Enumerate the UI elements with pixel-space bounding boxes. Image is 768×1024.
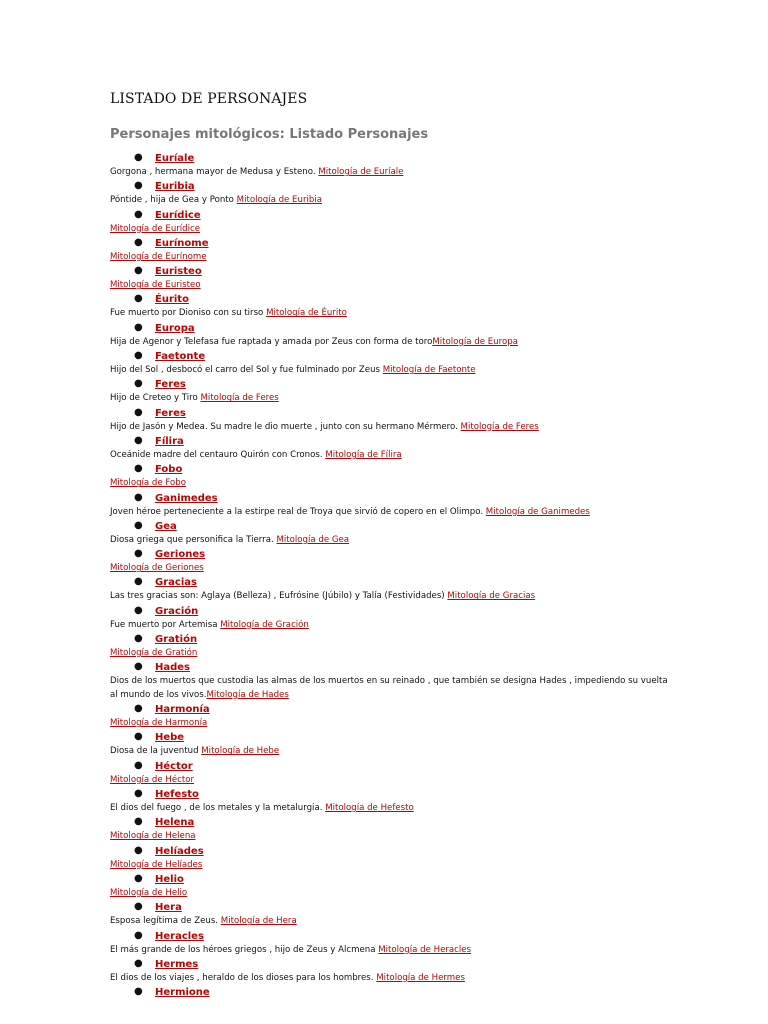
list-item bbox=[110, 322, 670, 350]
list-item-header bbox=[110, 407, 670, 421]
character-name-link[interactable]: Helíades bbox=[155, 845, 204, 857]
character-description bbox=[110, 887, 670, 901]
character-description bbox=[110, 774, 670, 788]
description-text: El dios del fuego , de los metales y la metalurgia. bbox=[110, 803, 326, 814]
list-item bbox=[110, 520, 670, 548]
bullet-icon: ● bbox=[134, 872, 143, 884]
description-text: Póntide , hija de Gea y Ponto bbox=[110, 195, 237, 206]
page-title: LISTADO DE PERSONAJES bbox=[110, 91, 308, 107]
bullet-icon: ● bbox=[134, 293, 143, 305]
character-name-link[interactable]: Heracles bbox=[155, 930, 204, 942]
list-item-header bbox=[110, 845, 670, 859]
character-name-link[interactable]: Geriones bbox=[155, 549, 206, 561]
bullet-icon: ● bbox=[134, 152, 143, 163]
character-description bbox=[110, 859, 670, 873]
character-name-link[interactable]: Harmonía bbox=[155, 704, 210, 716]
character-description bbox=[110, 619, 670, 633]
list-item bbox=[110, 633, 670, 661]
list-item bbox=[110, 265, 670, 293]
character-description bbox=[110, 534, 670, 548]
bullet-icon: ● bbox=[134, 321, 143, 333]
mythology-link[interactable]: Mitología de Hefesto bbox=[325, 803, 414, 814]
mythology-link[interactable]: Mitología de Eurídice bbox=[110, 223, 201, 234]
list-item bbox=[110, 378, 670, 406]
bullet-icon: ● bbox=[134, 844, 143, 856]
bullet-icon: ● bbox=[134, 901, 143, 913]
character-name-link[interactable]: Helio bbox=[155, 873, 184, 885]
list-item bbox=[110, 760, 670, 788]
mythology-link[interactable]: Mitología de Gratión bbox=[110, 648, 198, 659]
character-name-link[interactable]: Héctor bbox=[155, 760, 193, 772]
bullet-icon: ● bbox=[134, 548, 143, 560]
character-description bbox=[110, 675, 670, 703]
description-text: Hija de Agenor y Telefasa fue raptada y amada por Zeus con forma de toro bbox=[110, 336, 433, 347]
mythology-link[interactable]: Mitología de Fobo bbox=[110, 478, 186, 489]
list-item-header bbox=[110, 378, 670, 392]
bullet-icon: ● bbox=[134, 406, 143, 418]
character-description bbox=[110, 590, 670, 604]
list-item-header bbox=[110, 548, 670, 562]
character-name-link[interactable]: Hermione bbox=[155, 987, 210, 999]
mythology-link[interactable]: Mitología de Gea bbox=[276, 534, 350, 545]
mythology-link[interactable]: Mitología de Helio bbox=[110, 887, 188, 898]
character-description bbox=[110, 392, 670, 406]
character-name-link[interactable]: Helena bbox=[155, 817, 195, 829]
list-item-header bbox=[110, 180, 670, 194]
mythology-link[interactable]: Mitología de Euribia bbox=[236, 195, 322, 206]
mythology-link[interactable]: Mitología de Helíades bbox=[110, 859, 203, 870]
description-text: Las tres gracias son: Aglaya (Belleza) , Eufrósine (Júbilo) y Talía (Festividades) bbox=[110, 591, 448, 602]
list-item bbox=[110, 901, 670, 929]
mythology-link[interactable]: Mitología de Helena bbox=[110, 831, 196, 842]
bullet-icon: ● bbox=[134, 759, 143, 771]
list-item-header bbox=[110, 152, 670, 166]
mythology-link[interactable]: Mitología de Eurínome bbox=[110, 251, 207, 262]
mythology-link[interactable]: Mitología de Hades bbox=[206, 689, 289, 700]
bullet-icon: ● bbox=[134, 633, 143, 645]
character-description bbox=[110, 717, 670, 731]
character-name-link[interactable]: Faetonte bbox=[155, 351, 206, 363]
mythology-link[interactable]: Mitología de Faetonte bbox=[382, 365, 476, 376]
description-text: Hijo del Sol , desbocó el carro del Sol y fue fulminado por Zeus bbox=[110, 365, 383, 376]
list-item-header bbox=[110, 930, 670, 944]
list-item-header bbox=[110, 576, 670, 590]
list-item-header bbox=[110, 731, 670, 745]
bullet-icon: ● bbox=[134, 604, 143, 616]
list-item-header bbox=[110, 463, 670, 477]
character-name-link[interactable]: Ganimedes bbox=[155, 492, 218, 504]
character-description bbox=[110, 364, 670, 378]
character-description bbox=[110, 915, 670, 929]
character-name-link[interactable]: Hefesto bbox=[155, 789, 199, 801]
list-item bbox=[110, 788, 670, 816]
list-item bbox=[110, 958, 670, 986]
mythology-link[interactable]: Mitología de Hebe bbox=[201, 746, 280, 757]
character-name-link[interactable]: Eurínome bbox=[155, 237, 209, 249]
character-name-link[interactable]: Hades bbox=[155, 662, 191, 674]
character-description bbox=[110, 449, 670, 463]
character-description bbox=[110, 562, 670, 576]
list-item bbox=[110, 463, 670, 491]
character-name-link[interactable]: Hermes bbox=[155, 958, 199, 970]
list-item-header bbox=[110, 760, 670, 774]
list-item bbox=[110, 576, 670, 604]
list-item bbox=[110, 350, 670, 378]
mythology-link[interactable]: Mitología de Europa bbox=[432, 336, 518, 347]
list-item-header bbox=[110, 350, 670, 364]
mythology-link[interactable]: Mitología de Gracias bbox=[447, 591, 536, 602]
description-text: Esposa legítima de Zeus. bbox=[110, 916, 221, 927]
list-item bbox=[110, 703, 670, 731]
character-description bbox=[110, 194, 670, 208]
description-text: Fue muerto por Artemisa bbox=[110, 619, 221, 630]
character-name-link[interactable]: Feres bbox=[155, 379, 186, 391]
character-description bbox=[110, 336, 670, 350]
bullet-icon: ● bbox=[134, 788, 143, 800]
character-name-link[interactable]: Gracias bbox=[155, 577, 197, 589]
character-name-link[interactable]: Éurito bbox=[155, 294, 189, 306]
list-item bbox=[110, 492, 670, 520]
list-item bbox=[110, 237, 670, 265]
mythology-link[interactable]: Mitología de Héctor bbox=[110, 774, 195, 785]
character-name-link[interactable]: Euribia bbox=[155, 181, 195, 193]
character-name-link[interactable]: Euristeo bbox=[155, 266, 202, 278]
mythology-link[interactable]: Mitología de Euristeo bbox=[110, 280, 201, 291]
character-name-link[interactable]: Hera bbox=[155, 902, 182, 914]
description-text: Gorgona , hermana mayor de Medusa y Esteno. bbox=[110, 167, 319, 177]
list-item-header bbox=[110, 322, 670, 336]
list-item-header bbox=[110, 265, 670, 279]
bullet-icon: ● bbox=[134, 236, 143, 248]
list-item-header bbox=[110, 901, 670, 915]
description-text: Oceánide madre del centauro Quirón con Cronos. bbox=[110, 449, 326, 460]
bullet-icon: ● bbox=[134, 957, 143, 969]
list-item-header bbox=[110, 492, 670, 506]
character-description bbox=[110, 223, 670, 237]
description-text: Diosa griega que personifica la Tierra. bbox=[110, 534, 277, 545]
character-description bbox=[110, 830, 670, 844]
bullet-icon: ● bbox=[134, 929, 143, 941]
description-text: El dios de los viajes , heraldo de los dioses para los hombres. bbox=[110, 972, 377, 983]
list-item-header bbox=[110, 703, 670, 717]
character-description bbox=[110, 745, 670, 759]
character-description bbox=[110, 944, 670, 958]
character-name-link[interactable]: Gratión bbox=[155, 634, 198, 646]
mythology-link[interactable]: Mitología de Gración bbox=[220, 619, 309, 630]
list-item bbox=[110, 930, 670, 958]
list-item-header bbox=[110, 435, 670, 449]
description-text: El más grande de los héroes griegos , hijo de Zeus y Alcmena bbox=[110, 944, 379, 955]
mythology-link[interactable]: Mitología de Hermes bbox=[376, 972, 465, 983]
list-item bbox=[110, 293, 670, 321]
mythology-link[interactable]: Mitología de Hera bbox=[220, 916, 297, 927]
list-item-header bbox=[110, 293, 670, 307]
bullet-icon: ● bbox=[134, 378, 143, 390]
character-name-link[interactable]: Fobo bbox=[155, 464, 183, 476]
list-item-header bbox=[110, 633, 670, 647]
mythology-link[interactable]: Mitología de Harmonía bbox=[110, 718, 208, 729]
description-text: Hijo de Creteo y Tiro bbox=[110, 393, 201, 404]
character-name-link[interactable]: Eurídice bbox=[155, 209, 201, 221]
mythology-link[interactable]: Mitología de Euríale bbox=[318, 167, 404, 177]
list-item-header bbox=[110, 958, 670, 972]
list-item-header bbox=[110, 237, 670, 251]
character-name-link[interactable]: Gración bbox=[155, 605, 199, 617]
bullet-icon: ● bbox=[134, 208, 143, 220]
bullet-icon: ● bbox=[134, 434, 143, 446]
mythology-link[interactable]: Mitología de Geriones bbox=[110, 563, 204, 574]
character-name-link[interactable]: Feres bbox=[155, 407, 186, 419]
bullet-icon: ● bbox=[134, 576, 143, 588]
mythology-link[interactable]: Mitología de Éurito bbox=[266, 308, 347, 319]
character-list bbox=[110, 152, 670, 1000]
character-description bbox=[110, 647, 670, 661]
character-name-link[interactable]: Gea bbox=[155, 520, 177, 532]
character-description bbox=[110, 506, 670, 520]
character-name-link[interactable]: Hebe bbox=[155, 732, 185, 744]
list-item-header bbox=[110, 986, 670, 1000]
list-item-header bbox=[110, 209, 670, 223]
list-item bbox=[110, 548, 670, 576]
mythology-link[interactable]: Mitología de Feres bbox=[460, 421, 539, 432]
list-item-header bbox=[110, 605, 670, 619]
list-item bbox=[110, 845, 670, 873]
list-item bbox=[110, 731, 670, 759]
bullet-icon: ● bbox=[134, 491, 143, 503]
character-description bbox=[110, 972, 670, 986]
bullet-icon: ● bbox=[134, 661, 143, 673]
mythology-link[interactable]: Mitología de Heracles bbox=[378, 944, 472, 955]
mythology-link[interactable]: Mitología de Fílira bbox=[325, 449, 402, 460]
character-name-link[interactable]: Fílira bbox=[155, 435, 184, 447]
character-description bbox=[110, 166, 670, 180]
list-item bbox=[110, 152, 670, 180]
bullet-icon: ● bbox=[134, 180, 143, 192]
bullet-icon: ● bbox=[134, 519, 143, 531]
list-item bbox=[110, 986, 670, 1000]
character-description bbox=[110, 251, 670, 265]
character-description bbox=[110, 802, 670, 816]
bullet-icon: ● bbox=[134, 816, 143, 828]
list-item-header bbox=[110, 661, 670, 675]
list-item-header bbox=[110, 816, 670, 830]
character-description bbox=[110, 421, 670, 435]
description-text: Dios de los muertos que custodia las almas de los muertos en su reinado , que también se designa Hades , impediendo su vuelta al mundo de los vivos. bbox=[110, 676, 668, 700]
character-name-link[interactable]: Europa bbox=[155, 322, 195, 334]
description-text: Fue muerto por Dioniso con su tirso bbox=[110, 308, 267, 319]
mythology-link[interactable]: Mitología de Feres bbox=[200, 393, 279, 404]
bullet-icon: ● bbox=[134, 463, 143, 475]
description-text: Hijo de Jasón y Medea. Su madre le dio muerte , junto con su hermano Mérmero. bbox=[110, 421, 461, 432]
page-subtitle: Personajes mitológicos: Listado Personajes bbox=[110, 127, 429, 142]
mythology-link[interactable]: Mitología de Ganimedes bbox=[485, 506, 590, 517]
list-item bbox=[110, 661, 670, 703]
bullet-icon: ● bbox=[134, 703, 143, 715]
list-item bbox=[110, 816, 670, 844]
list-item bbox=[110, 605, 670, 633]
character-description bbox=[110, 307, 670, 321]
bullet-icon: ● bbox=[134, 350, 143, 362]
character-name-link[interactable]: Euríale bbox=[155, 153, 195, 164]
list-item bbox=[110, 180, 670, 208]
character-description bbox=[110, 279, 670, 293]
list-item-header bbox=[110, 873, 670, 887]
character-description bbox=[110, 477, 670, 491]
bullet-icon: ● bbox=[134, 986, 143, 998]
list-item-header bbox=[110, 788, 670, 802]
description-text: Joven héroe perteneciente a la estirpe real de Troya que sirvió de copero en el Olimpo. bbox=[110, 506, 486, 517]
list-item bbox=[110, 435, 670, 463]
list-item bbox=[110, 209, 670, 237]
bullet-icon: ● bbox=[134, 265, 143, 277]
list-item bbox=[110, 873, 670, 901]
list-item-header bbox=[110, 520, 670, 534]
list-item bbox=[110, 407, 670, 435]
bullet-icon: ● bbox=[134, 731, 143, 743]
description-text: Diosa de la juventud bbox=[110, 746, 202, 757]
